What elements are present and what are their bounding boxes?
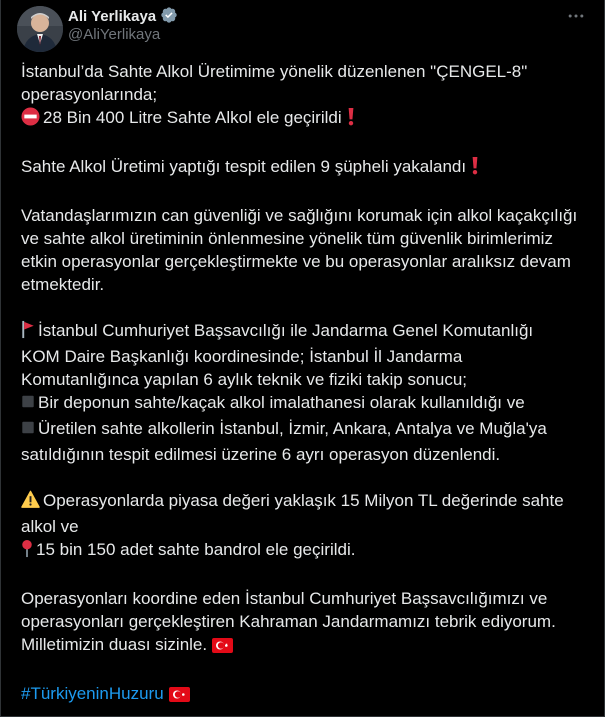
text-line: Operasyonları koordine eden İstanbul Cumhuriyet Başsavcılığımızı ve	[21, 589, 548, 608]
black-square-emoji-icon	[21, 418, 35, 443]
text-segment: Milletimizin duası sizinle.	[21, 635, 208, 654]
author-name-text: Ali Yerlikaya	[68, 8, 157, 25]
no-entry-emoji-icon	[21, 107, 40, 132]
text-line: operasyonları gerçekleştiren Kahraman Jandarmamızı tebrik ediyorum.	[21, 612, 556, 631]
red-exclamation-emoji-icon	[347, 107, 355, 132]
text-line	[21, 682, 591, 708]
avatar[interactable]	[17, 6, 63, 52]
text-line: etkin operasyonlar gerçekleştirmekte ve bu operasyonlar aralıksız devam	[21, 252, 571, 271]
text-line	[21, 538, 591, 564]
text-line: KOM Daire Başkanlığı koordinesinde; İstanbul İl Jandarma	[21, 347, 463, 366]
text-line	[21, 106, 591, 132]
verified-badge-icon	[160, 6, 178, 28]
text-line: ve sahte alkol üretiminin önlenmesine yönelik tüm güvenlik birimlerimiz	[21, 229, 553, 248]
author-name[interactable]	[68, 6, 178, 28]
text-segment: 15 bin 150 adet sahte bandrol ele geçirildi.	[36, 540, 356, 559]
text-segment: 28 Bin 400 Litre Sahte Alkol ele geçirildi	[43, 108, 342, 127]
text-line: etmektedir.	[21, 275, 105, 294]
red-exclamation-emoji-icon	[471, 156, 479, 181]
text-segment: Operasyonlarda piyasa değeri yaklaşık 15 Milyon TL değerinde sahte	[43, 491, 564, 510]
black-square-emoji-icon	[21, 392, 35, 417]
text-line	[21, 489, 591, 515]
text-line	[21, 319, 591, 345]
author-handle[interactable]: @AliYerlikaya	[68, 26, 161, 43]
text-line	[21, 391, 591, 417]
text-segment: Sahte Alkol Üretimi yaptığı tespit edilen 9 şüpheli yakalandı	[21, 157, 467, 176]
text-line: alkol ve	[21, 517, 79, 536]
text-segment: Üretilen sahte alkollerin İstanbul, İzmir, Ankara, Antalya ve Muğla'ya	[38, 419, 547, 438]
text-line: operasyonlarında;	[21, 85, 158, 104]
text-line	[21, 417, 591, 443]
avatar-image	[17, 6, 63, 52]
warning-emoji-icon	[21, 490, 40, 515]
text-line: İstanbul’da Sahte Alkol Üretimime yönelik düzenlenen "ÇENGEL-8"	[21, 62, 528, 81]
text-segment: İstanbul Cumhuriyet Başsavcılığı ile Jandarma Genel Komutanlığı	[38, 321, 534, 340]
text-line: Komutanlığınca yapılan 6 aylık teknik ve fiziki takip sonucu;	[21, 370, 468, 389]
text-line	[21, 155, 591, 181]
text-line	[21, 633, 591, 659]
hashtag-link[interactable]: #TürkiyeninHuzuru	[21, 684, 164, 703]
text-segment: Bir deponun sahte/kaçak alkol imalathanesi olarak kullanıldığı ve	[38, 393, 525, 412]
more-options-icon[interactable]	[566, 6, 586, 31]
tweet-text	[21, 60, 591, 708]
text-line: satıldığının tespit edilmesi üzerine 6 ayrı operasyon düzenlendi.	[21, 445, 501, 464]
turkey-flag-emoji-icon	[169, 685, 190, 708]
text-line: Vatandaşlarımızın can güvenliği ve sağlığını korumak için alkol kaçakçılığı	[21, 206, 578, 225]
round-pushpin-emoji-icon	[21, 539, 33, 564]
triangular-flag-emoji-icon	[21, 320, 35, 345]
turkey-flag-emoji-icon	[212, 636, 233, 659]
